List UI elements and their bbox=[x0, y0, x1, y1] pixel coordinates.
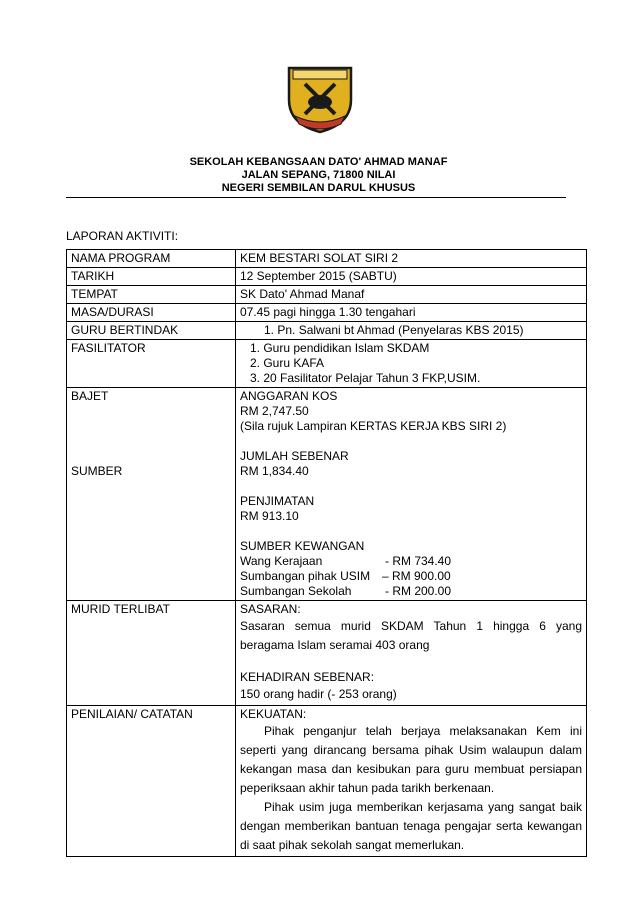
strength-paragraph: Pihak usim juga memberikan kerjasama yang sangat baik dengan memberikan bantuan tenaga pengajar serta kewangan di saat pihak sekolah sangat memerlukan. bbox=[240, 800, 582, 852]
label-teacher: GURU BERTINDAK bbox=[67, 322, 236, 340]
label-evaluation: PENILAIAN/ CATATAN bbox=[67, 706, 236, 857]
cost-value: RM 2,747.50 bbox=[240, 404, 309, 418]
target-text: Sasaran semua murid SKDAM Tahun 1 hingga 6 yang beragama Islam seramai 403 orang bbox=[240, 619, 582, 652]
facilitator-item: 2. Guru KAFA bbox=[250, 356, 325, 370]
cost-note: (Sila rujuk Lampiran KERTAS KERJA KBS SIRI 2) bbox=[240, 419, 507, 433]
source-item bbox=[240, 584, 582, 599]
row-facilitator bbox=[67, 340, 587, 388]
value-duration: 07.45 pagi hingga 1.30 tengahari bbox=[236, 304, 587, 322]
value-place: SK Dato' Ahmad Manaf bbox=[236, 286, 587, 304]
label-facilitator: FASILITATOR bbox=[67, 340, 236, 388]
school-name: SEKOLAH KEBANGSAAN DATO' AHMAD MANAF bbox=[189, 156, 448, 168]
source-title: SUMBER KEWANGAN bbox=[240, 539, 365, 553]
label-source-text: SUMBER bbox=[71, 464, 123, 478]
cost-title: ANGGARAN KOS bbox=[240, 389, 338, 403]
row-place bbox=[67, 286, 587, 304]
actual-title: JUMLAH SEBENAR bbox=[240, 449, 349, 463]
strength-title: KEKUATAN: bbox=[240, 707, 307, 721]
facilitator-item: 3. 20 Fasilitator Pelajar Tahun 3 FKP,USIM. bbox=[250, 371, 481, 385]
row-duration bbox=[67, 304, 587, 322]
label-duration: MASA/DURASI bbox=[67, 304, 236, 322]
attend-title: KEHADIRAN SEBENAR: bbox=[240, 670, 375, 684]
row-teacher bbox=[67, 322, 587, 340]
source-amount: - RM 200.00 bbox=[385, 584, 452, 598]
value-budget bbox=[236, 388, 587, 601]
row-evaluation bbox=[67, 706, 587, 857]
row-budget bbox=[67, 388, 587, 601]
source-item bbox=[240, 569, 582, 584]
label-budget-text: BAJET bbox=[71, 389, 109, 403]
row-date bbox=[67, 268, 587, 286]
saving-title: PENJIMATAN bbox=[240, 494, 315, 508]
strength-paragraph: Pihak penganjur telah berjaya melaksanakan Kem ini seperti yang dirancang bersama pihak Usim walaupun dalam kekangan masa dan kesibukan para guru membuat persiapan peperiksaan akhir tahun pada tarikh berkenaan. bbox=[240, 724, 582, 795]
source-item bbox=[240, 554, 582, 569]
activity-report-table bbox=[66, 249, 587, 857]
source-name: Sumbangan pihak USIM bbox=[240, 569, 371, 583]
value-evaluation bbox=[236, 706, 587, 857]
header-divider bbox=[66, 197, 566, 198]
target-title: SASARAN: bbox=[240, 602, 301, 616]
value-date: 12 September 2015 (SABTU) bbox=[236, 268, 587, 286]
source-name: Sumbangan Sekolah bbox=[240, 584, 352, 598]
school-address: JALAN SEPANG, 71800 NILAI bbox=[241, 169, 396, 181]
source-amount: – RM 900.00 bbox=[382, 569, 451, 583]
source-name: Wang Kerajaan bbox=[240, 554, 323, 568]
saving-value: RM 913.10 bbox=[240, 509, 299, 523]
value-teacher bbox=[236, 322, 587, 340]
label-budget bbox=[67, 388, 236, 601]
value-students bbox=[236, 601, 587, 706]
row-program bbox=[67, 250, 587, 268]
school-state: NEGERI SEMBILAN DARUL KHUSUS bbox=[221, 182, 416, 194]
row-students bbox=[67, 601, 587, 706]
school-crest-icon bbox=[283, 62, 357, 136]
actual-value: RM 1,834.40 bbox=[240, 464, 309, 478]
source-amount: - RM 734.40 bbox=[385, 554, 452, 568]
value-facilitator bbox=[236, 340, 587, 388]
value-program: KEM BESTARI SOLAT SIRI 2 bbox=[236, 250, 587, 268]
label-students: MURID TERLIBAT bbox=[67, 601, 236, 706]
teacher-item: 1. Pn. Salwani bt Ahmad (Penyelaras KBS 2015) bbox=[264, 323, 524, 337]
report-title: LAPORAN AKTIVITI: bbox=[66, 229, 179, 243]
attend-text: 150 orang hadir (- 253 orang) bbox=[240, 687, 397, 701]
facilitator-item: 1. Guru pendidikan Islam SKDAM bbox=[250, 341, 430, 355]
label-date: TARIKH bbox=[67, 268, 236, 286]
label-program: NAMA PROGRAM bbox=[67, 250, 236, 268]
label-place: TEMPAT bbox=[67, 286, 236, 304]
